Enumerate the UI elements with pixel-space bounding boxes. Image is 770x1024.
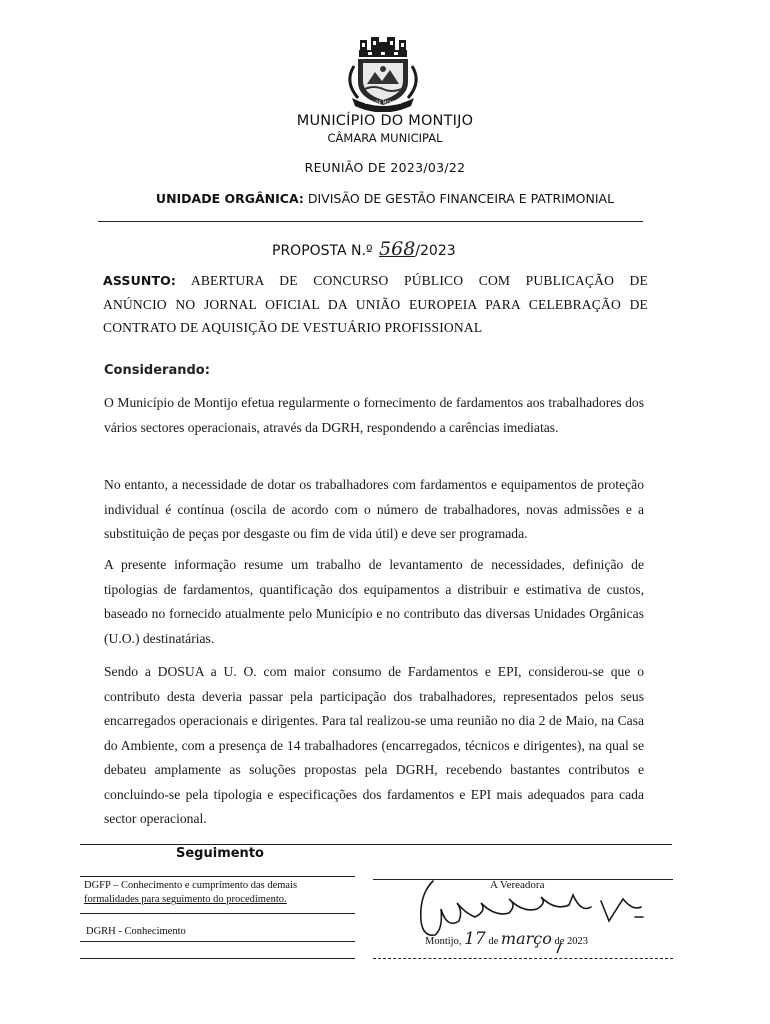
date-de-2: de	[554, 936, 565, 947]
proposal-year: /2023	[415, 243, 456, 259]
signature-date	[425, 929, 588, 949]
municipal-crest	[340, 34, 426, 112]
date-de-1: de	[488, 936, 499, 947]
subject-line-3: CONTRATO DE AQUISIÇÃO DE VESTUÁRIO PROFISSIONAL	[103, 320, 483, 335]
dgfp-note-line-1: DGFP – Conhecimento e cumprimento das demais	[84, 880, 298, 891]
body-paragraph-4: Sendo a DOSUA a U. O. com maior consumo de Fardamentos e EPI, considerou-se que o contributo desta deveria passar pela participação dos trabalhadores, representados pelos seus encarregados operacionais e dirigentes. Para tal realizou-se uma reunião no dia 2 de Maio, na Casa do Ambiente, com a presença de 14 trabalhadores (encarregados, técnicos e dirigentes), na qual se debateu amplamente as soluções propostas pela DGRH, recebendo bastantes contributos e concluindo-se pela tipologia e especificações dos fardamentos e EPI mais adequados para cada sector operacional.	[104, 664, 644, 826]
subject-text-1: ABERTURA DE CONCURSO PÚBLICO COM PUBLICAÇÃO DE	[190, 273, 648, 288]
body-paragraph-1: O Município de Montijo efetua regularmente o fornecimento de fardamentos aos trabalhadores dos vários sectores operacionais, através da DGRH, respondendo a carências imediatas.	[104, 395, 644, 435]
subject	[103, 269, 648, 340]
vereadora-label: A Vereadora	[490, 879, 545, 891]
proposal-number-handwritten: 568	[379, 238, 416, 260]
header-divider	[98, 221, 643, 222]
dgfp-note	[84, 879, 364, 907]
municipality-title: MUNICÍPIO DO MONTIJO	[296, 113, 474, 129]
organic-unit-label: UNIDADE ORGÂNICA:	[155, 191, 304, 206]
proposal-number	[272, 238, 532, 260]
left-box-top-rule	[80, 876, 355, 877]
subject-line-2: ANÚNCIO NO JORNAL OFICIAL DA UNIÃO EUROPEIA PARA CELEBRAÇÃO DE	[103, 296, 648, 312]
considering-heading: Considerando:	[104, 363, 210, 378]
body-paragraph-3: A presente informação resume um trabalho de levantamento de necessidades, definição de tipologias de fardamentos, quantificação dos equipamentos a distribuir e estimativa de custos, baseado no fornecido atualmente pelo Município e no contributo das diversas Unidades Orgânicas (U.O.) destinatárias.	[104, 557, 644, 646]
chamber-subtitle: CÂMARA MUNICIPAL	[327, 131, 443, 145]
subject-label: ASSUNTO:	[103, 273, 177, 288]
subject-line-1	[103, 269, 648, 293]
meeting-date: REUNIÃO DE 2023/03/22	[304, 160, 466, 175]
left-box-mid-rule	[80, 913, 355, 914]
date-month-handwritten: março	[500, 929, 552, 948]
footer-divider	[80, 844, 672, 845]
organic-unit	[100, 191, 670, 206]
dgfp-note-line-2: formalidades para seguimento do procedimento.	[84, 894, 287, 905]
date-place: Montijo,	[425, 936, 462, 947]
date-day-handwritten: 17	[464, 929, 486, 949]
signature-bottom-rule	[373, 958, 673, 959]
left-box-bottom-rule	[80, 941, 355, 942]
proposal-prefix: PROPOSTA N.º	[272, 243, 373, 259]
seguimento-label: Seguimento	[176, 846, 264, 861]
organic-unit-value: DIVISÃO DE GESTÃO FINANCEIRA E PATRIMONIAL	[307, 191, 615, 206]
left-box-end-rule	[80, 958, 355, 959]
body-paragraph-2: No entanto, a necessidade de dotar os trabalhadores com fardamentos e equipamentos de proteção individual é contínua (oscila de acordo com o número de trabalhadores, novas admissões e a substituição de peças por desgaste ou fim de vida útil) e deve ser programada.	[104, 477, 644, 541]
date-year: 2023	[567, 936, 589, 947]
crest-scroll-text: VILA DE MONTIJO	[364, 100, 402, 105]
dgrh-note: DGRH - Conhecimento	[86, 926, 186, 937]
